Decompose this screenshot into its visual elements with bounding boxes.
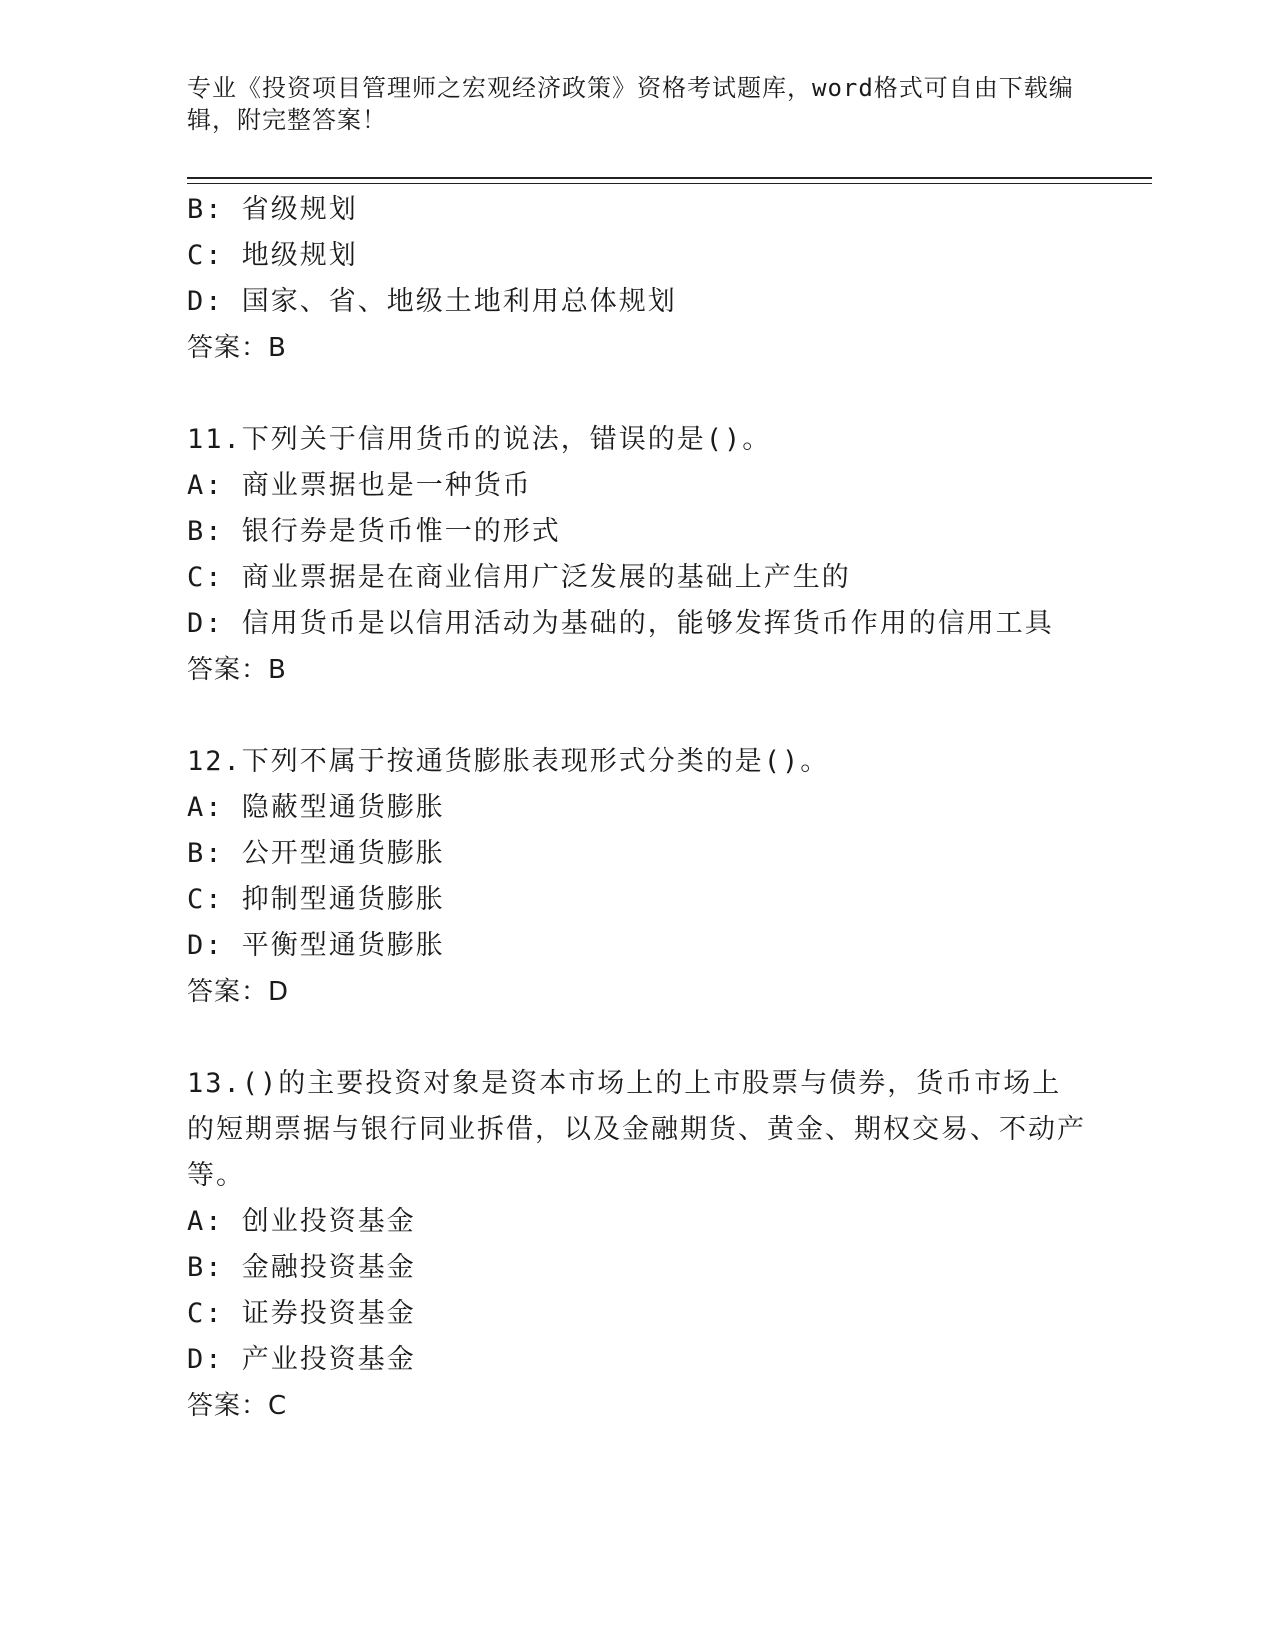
question-prev <box>187 187 1147 371</box>
question-stem: 12.下列不属于按通货膨胀表现形式分类的是()。 <box>187 746 830 777</box>
answer: 答案：C <box>187 1391 288 1421</box>
answer: 答案：B <box>187 655 287 685</box>
option-d <box>187 601 1147 647</box>
option-d <box>187 923 1147 969</box>
document-header: 专业《投资项目管理师之宏观经济政策》资格考试题库，word格式可自由下载编辑，附完整答案！ <box>187 74 1074 134</box>
spacer <box>187 371 1147 417</box>
option-text: 省级规划 <box>241 194 358 225</box>
option-c <box>187 233 1147 279</box>
option-label: A: <box>187 1206 224 1237</box>
option-label: D: <box>187 1344 224 1375</box>
option-label: B: <box>187 194 224 225</box>
header-rule-thin <box>187 183 1152 184</box>
option-text: 平衡型通货膨胀 <box>241 930 445 961</box>
option-text: 银行券是货币惟一的形式 <box>241 516 561 547</box>
option-text: 商业票据也是一种货币 <box>241 470 532 501</box>
option-text: 金融投资基金 <box>241 1252 416 1283</box>
option-label: C: <box>187 240 224 271</box>
option-text: 公开型通货膨胀 <box>241 838 445 869</box>
option-b <box>187 187 1147 233</box>
option-b <box>187 509 1147 555</box>
option-label: C: <box>187 884 224 915</box>
option-a <box>187 785 1147 831</box>
header-rule-thick <box>187 177 1152 179</box>
option-label: A: <box>187 470 224 501</box>
option-label: B: <box>187 1252 224 1283</box>
option-text: 商业票据是在商业信用广泛发展的基础上产生的 <box>241 562 851 593</box>
option-c <box>187 1291 1147 1337</box>
spacer <box>187 1015 1147 1061</box>
question-stem: 13.()的主要投资对象是资本市场上的上市股票与债券，货币市场上的短期票据与银行同业拆借，以及金融期货、黄金、期权交易、不动产等。 <box>187 1068 1086 1191</box>
question-13 <box>187 1061 1147 1429</box>
option-label: B: <box>187 838 224 869</box>
answer: 答案：B <box>187 333 287 363</box>
option-c <box>187 877 1147 923</box>
option-label: D: <box>187 608 224 639</box>
option-d <box>187 279 1147 325</box>
option-text: 产业投资基金 <box>241 1344 416 1375</box>
option-text: 信用货币是以信用活动为基础的，能够发挥货币作用的信用工具 <box>241 608 1054 639</box>
option-text: 国家、省、地级土地利用总体规划 <box>241 286 677 317</box>
option-a <box>187 463 1147 509</box>
option-a <box>187 1199 1147 1245</box>
question-stem: 11.下列关于信用货币的说法，错误的是()。 <box>187 424 772 455</box>
option-b <box>187 831 1147 877</box>
option-text: 创业投资基金 <box>241 1206 416 1237</box>
spacer <box>187 693 1147 739</box>
question-11 <box>187 417 1147 693</box>
option-label: B: <box>187 516 224 547</box>
option-text: 地级规划 <box>241 240 358 271</box>
question-12 <box>187 739 1147 1015</box>
option-label: D: <box>187 286 224 317</box>
option-c <box>187 555 1147 601</box>
option-label: C: <box>187 1298 224 1329</box>
option-b <box>187 1245 1147 1291</box>
option-d <box>187 1337 1147 1383</box>
answer: 答案：D <box>187 977 290 1007</box>
option-label: D: <box>187 930 224 961</box>
option-label: C: <box>187 562 224 593</box>
option-label: A: <box>187 792 224 823</box>
option-text: 抑制型通货膨胀 <box>241 884 445 915</box>
option-text: 证券投资基金 <box>241 1298 416 1329</box>
option-text: 隐蔽型通货膨胀 <box>241 792 445 823</box>
question-content <box>187 187 1147 1429</box>
